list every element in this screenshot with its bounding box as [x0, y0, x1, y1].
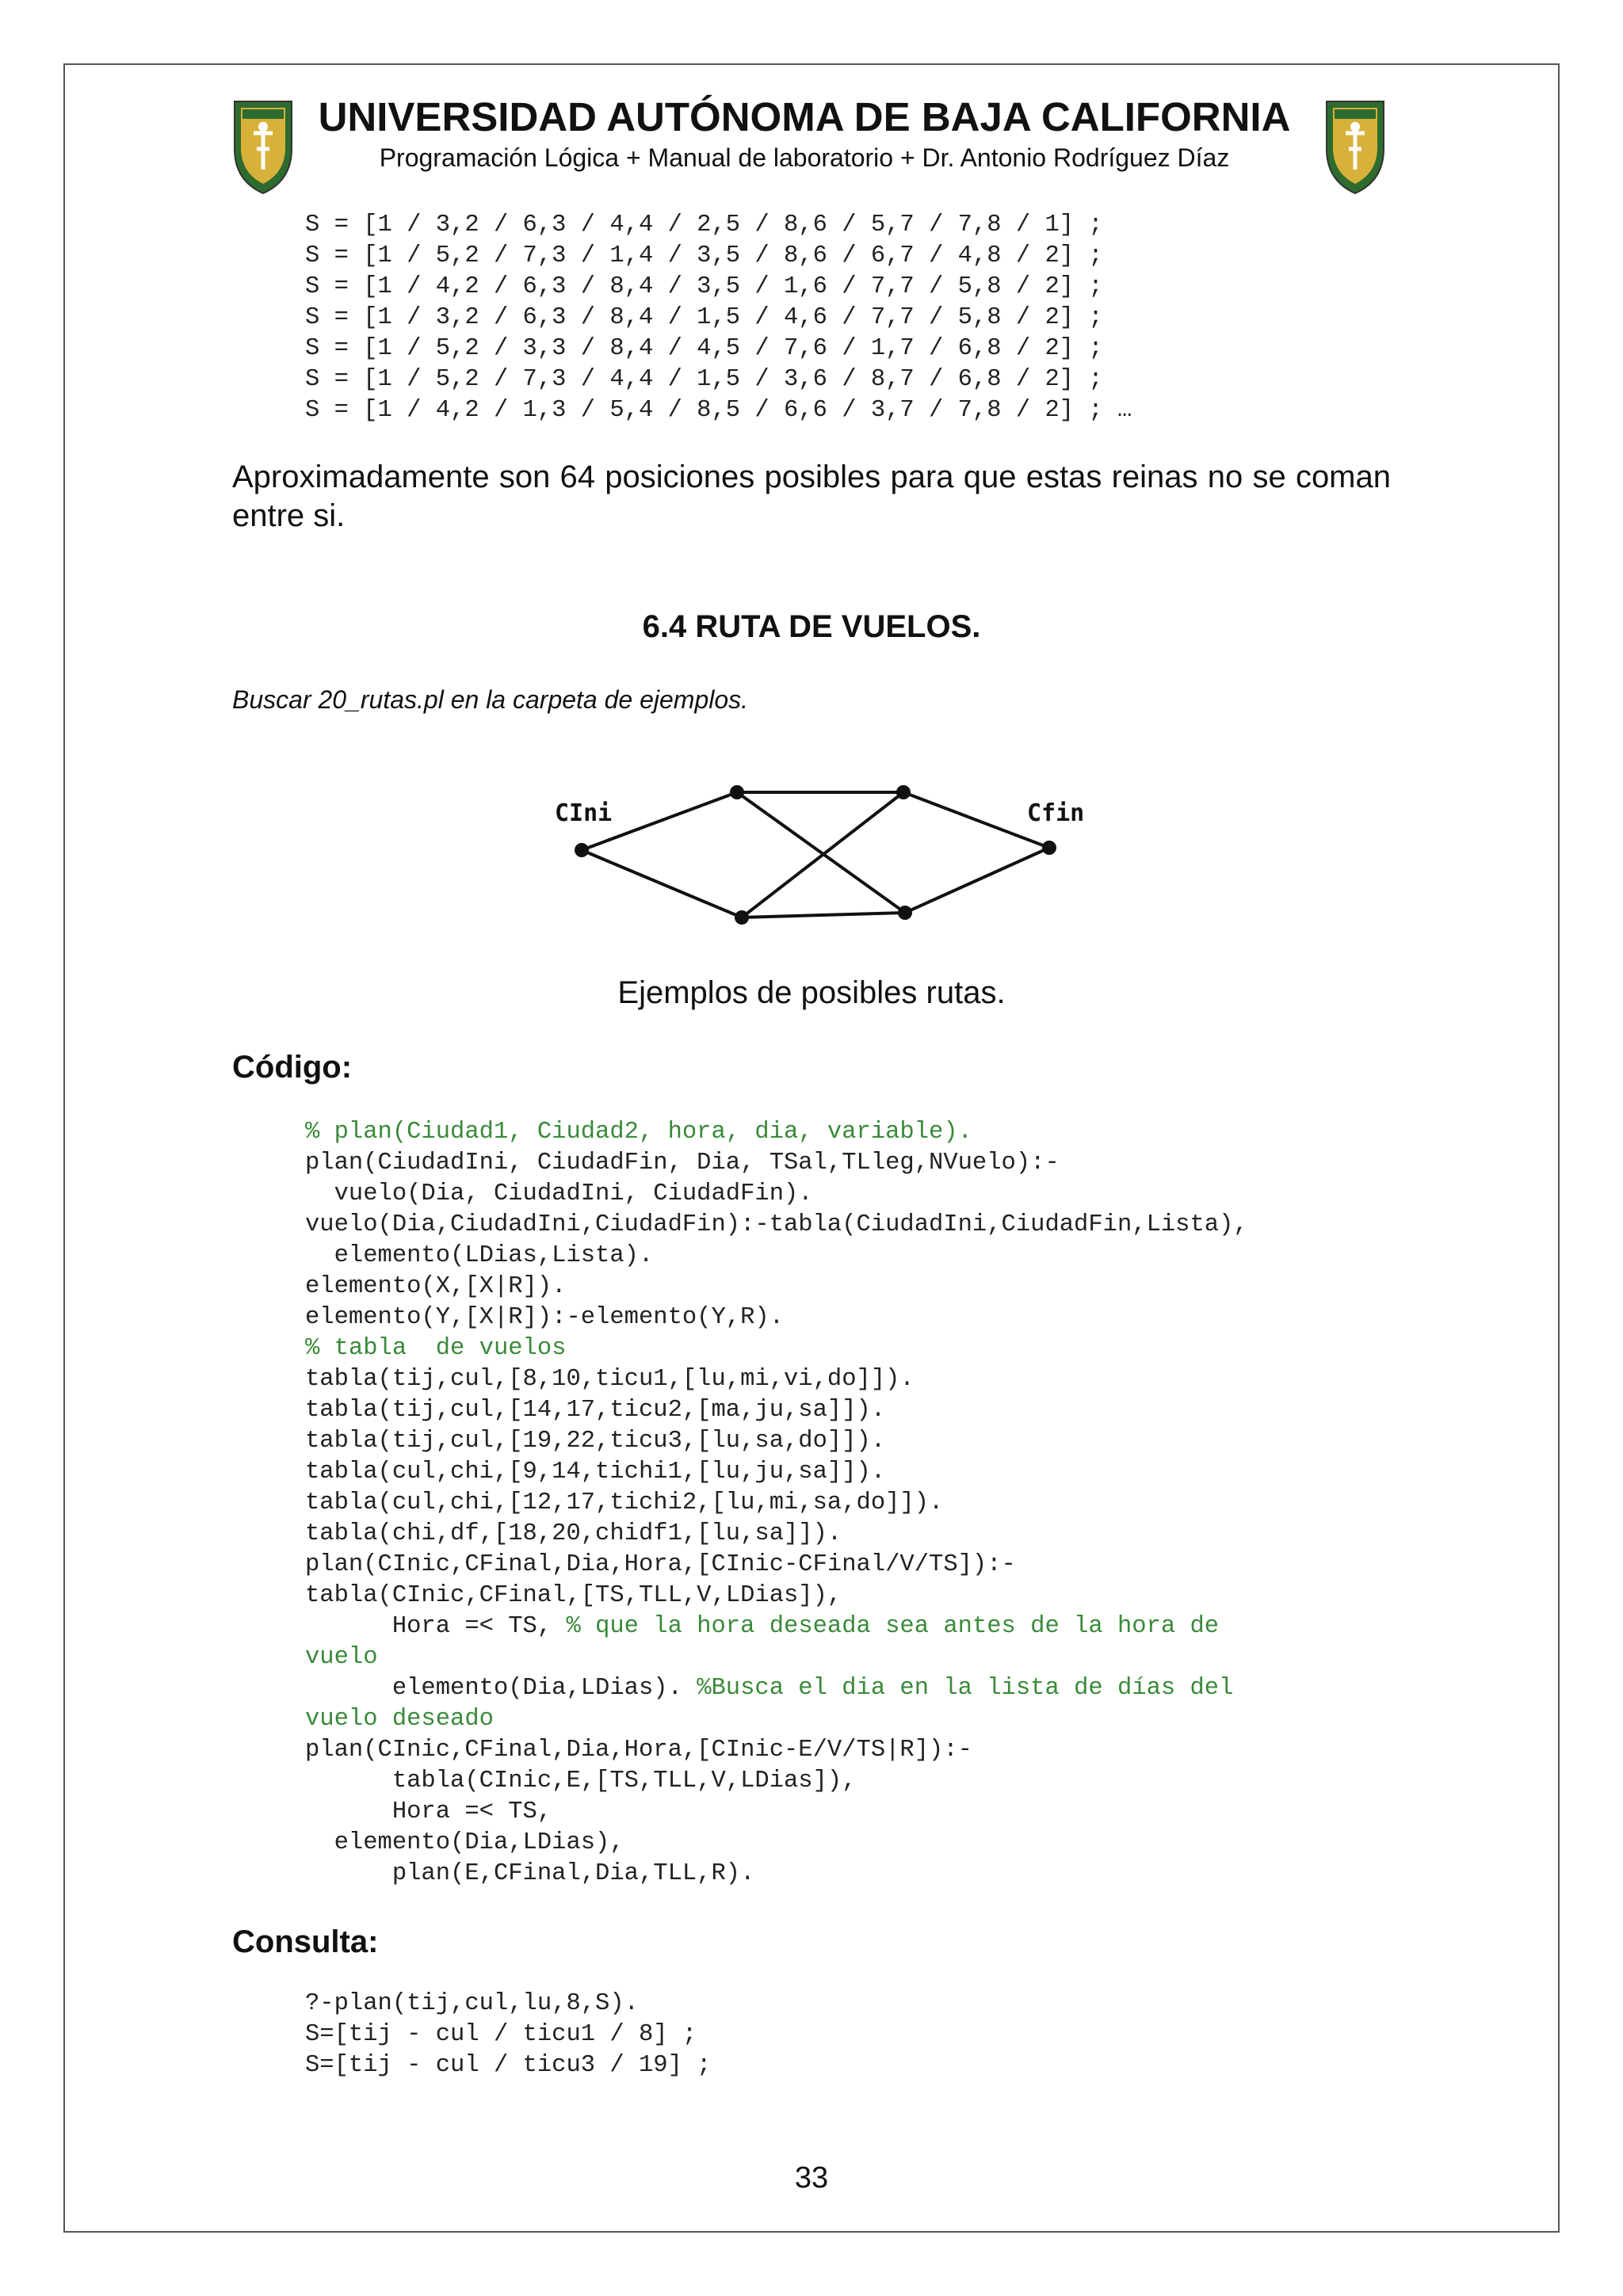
manual-subtitle: Programación Lógica + Manual de laboratorio + Dr. Antonio Rodríguez Díaz [379, 143, 1230, 172]
code-line: plan(E,CFinal,Dia,TLL,R). [305, 1860, 755, 1887]
code-line: plan(CInic,CFinal,Dia,Hora,[CInic-E/V/TS|R]):- [305, 1737, 972, 1764]
code-comment: vuelo [305, 1644, 378, 1671]
section-title: 6.4 RUTA DE VUELOS. [642, 609, 981, 644]
code-comment: vuelo deseado [305, 1706, 494, 1733]
query-line: ?-plan(tij,cul,lu,8,S). [305, 1990, 639, 2017]
query-line: S=[tij - cul / ticu3 / 19] ; [305, 2052, 712, 2079]
code-listing [305, 1117, 1248, 1890]
code-line: elemento(X,[X|R]). [305, 1273, 567, 1300]
university-title: UNIVERSIDAD AUTÓNOMA DE BAJA CALIFORNIA [318, 94, 1291, 139]
code-comment: % plan(Ciudad1, Ciudad2, hora, dia, variable). [305, 1119, 972, 1146]
page-header [230, 93, 1379, 174]
code-line: tabla(CInic,CFinal,[TS,TLL,V,LDias]), [305, 1582, 842, 1609]
code-line: tabla(chi,df,[18,20,chidf1,[lu,sa]]). [305, 1520, 842, 1547]
route-diagram [547, 761, 1086, 935]
code-line [305, 1611, 1248, 1642]
solution-line: S = [1 / 3,2 / 6,3 / 4,4 / 2,5 / 8,6 / 5,7 / 7,8 / 1] ; [305, 212, 1103, 238]
code-line: elemento(Dia,LDias), [305, 1829, 624, 1856]
query-heading: Consulta: [232, 1924, 379, 1959]
code-comment: %Busca el dia en la lista de días del [697, 1675, 1234, 1702]
code-heading: Código: [232, 1050, 353, 1085]
code-text: elemento(Dia,LDias). [305, 1675, 697, 1702]
code-line: plan(CiudadIni, CiudadFin, Dia, TSal,TLleg,NVuelo):- [305, 1150, 1060, 1177]
code-line [305, 1642, 1248, 1673]
code-line: tabla(tij,cul,[8,10,ticu1,[lu,mi,vi,do]]). [305, 1366, 915, 1393]
solution-line: S = [1 / 4,2 / 1,3 / 5,4 / 8,5 / 6,6 / 3,7 / 7,8 / 2] ; … [305, 397, 1132, 424]
code-comment: % que la hora deseada sea antes de la hora de [566, 1613, 1220, 1640]
code-line: elemento(LDias,Lista). [305, 1242, 654, 1269]
solution-line: S = [1 / 5,2 / 3,3 / 8,4 / 4,5 / 7,6 / 1,7 / 6,8 / 2] ; [305, 335, 1103, 362]
code-text: Hora =< TS, [305, 1613, 567, 1640]
end-city-label: Cfin [1027, 799, 1085, 827]
code-line: tabla(tij,cul,[14,17,ticu2,[ma,ju,sa]]). [305, 1397, 886, 1424]
code-line [305, 1117, 1248, 1148]
route-edges [582, 792, 1049, 917]
solutions-block [305, 210, 1132, 426]
code-line: vuelo(Dia, CiudadIni, CiudadFin). [305, 1180, 813, 1207]
code-line: tabla(tij,cul,[19,22,ticu3,[lu,sa,do]]). [305, 1428, 886, 1455]
code-line: plan(CInic,CFinal,Dia,Hora,[CInic-CFinal/V/TS]):- [305, 1551, 1016, 1578]
solution-line: S = [1 / 5,2 / 7,3 / 1,4 / 3,5 / 8,6 / 6,7 / 4,8 / 2] ; [305, 242, 1103, 269]
code-line: elemento(Y,[X|R]):-elemento(Y,R). [305, 1304, 784, 1331]
code-line [305, 1704, 1248, 1735]
code-line [305, 1673, 1248, 1704]
code-line: Hora =< TS, [305, 1798, 552, 1825]
positions-paragraph: Aproximadamente son 64 posiciones posibles para que estas reinas no se coman entre si. [232, 460, 1391, 533]
code-line: vuelo(Dia,CiudadIni,CiudadFin):-tabla(CiudadIni,CiudadFin,Lista), [305, 1211, 1248, 1238]
code-comment: % tabla de vuelos [305, 1335, 567, 1362]
diagram-caption: Ejemplos de posibles rutas. [617, 975, 1006, 1010]
start-city-label: CIni [555, 799, 613, 827]
query-line: S=[tij - cul / ticu1 / 8] ; [305, 2021, 697, 2048]
code-line: tabla(cul,chi,[12,17,tichi2,[lu,mi,sa,do]]). [305, 1489, 944, 1516]
query-listing [305, 1989, 711, 2081]
solution-line: S = [1 / 5,2 / 7,3 / 4,4 / 1,5 / 3,6 / 8,7 / 6,8 / 2] ; [305, 366, 1103, 393]
route-nodes [575, 785, 1056, 925]
code-line: tabla(CInic,E,[TS,TLL,V,LDias]), [305, 1768, 857, 1794]
code-line [305, 1333, 1248, 1364]
example-note: Buscar 20_rutas.pl en la carpeta de ejemplos. [232, 685, 749, 714]
code-line: tabla(cul,chi,[9,14,tichi1,[lu,ju,sa]]). [305, 1459, 886, 1486]
page-number: 33 [794, 2161, 829, 2195]
solution-line: S = [1 / 3,2 / 6,3 / 8,4 / 1,5 / 4,6 / 7,7 / 5,8 / 2] ; [305, 304, 1103, 331]
solution-line: S = [1 / 4,2 / 6,3 / 8,4 / 3,5 / 1,6 / 7,7 / 5,8 / 2] ; [305, 273, 1103, 300]
